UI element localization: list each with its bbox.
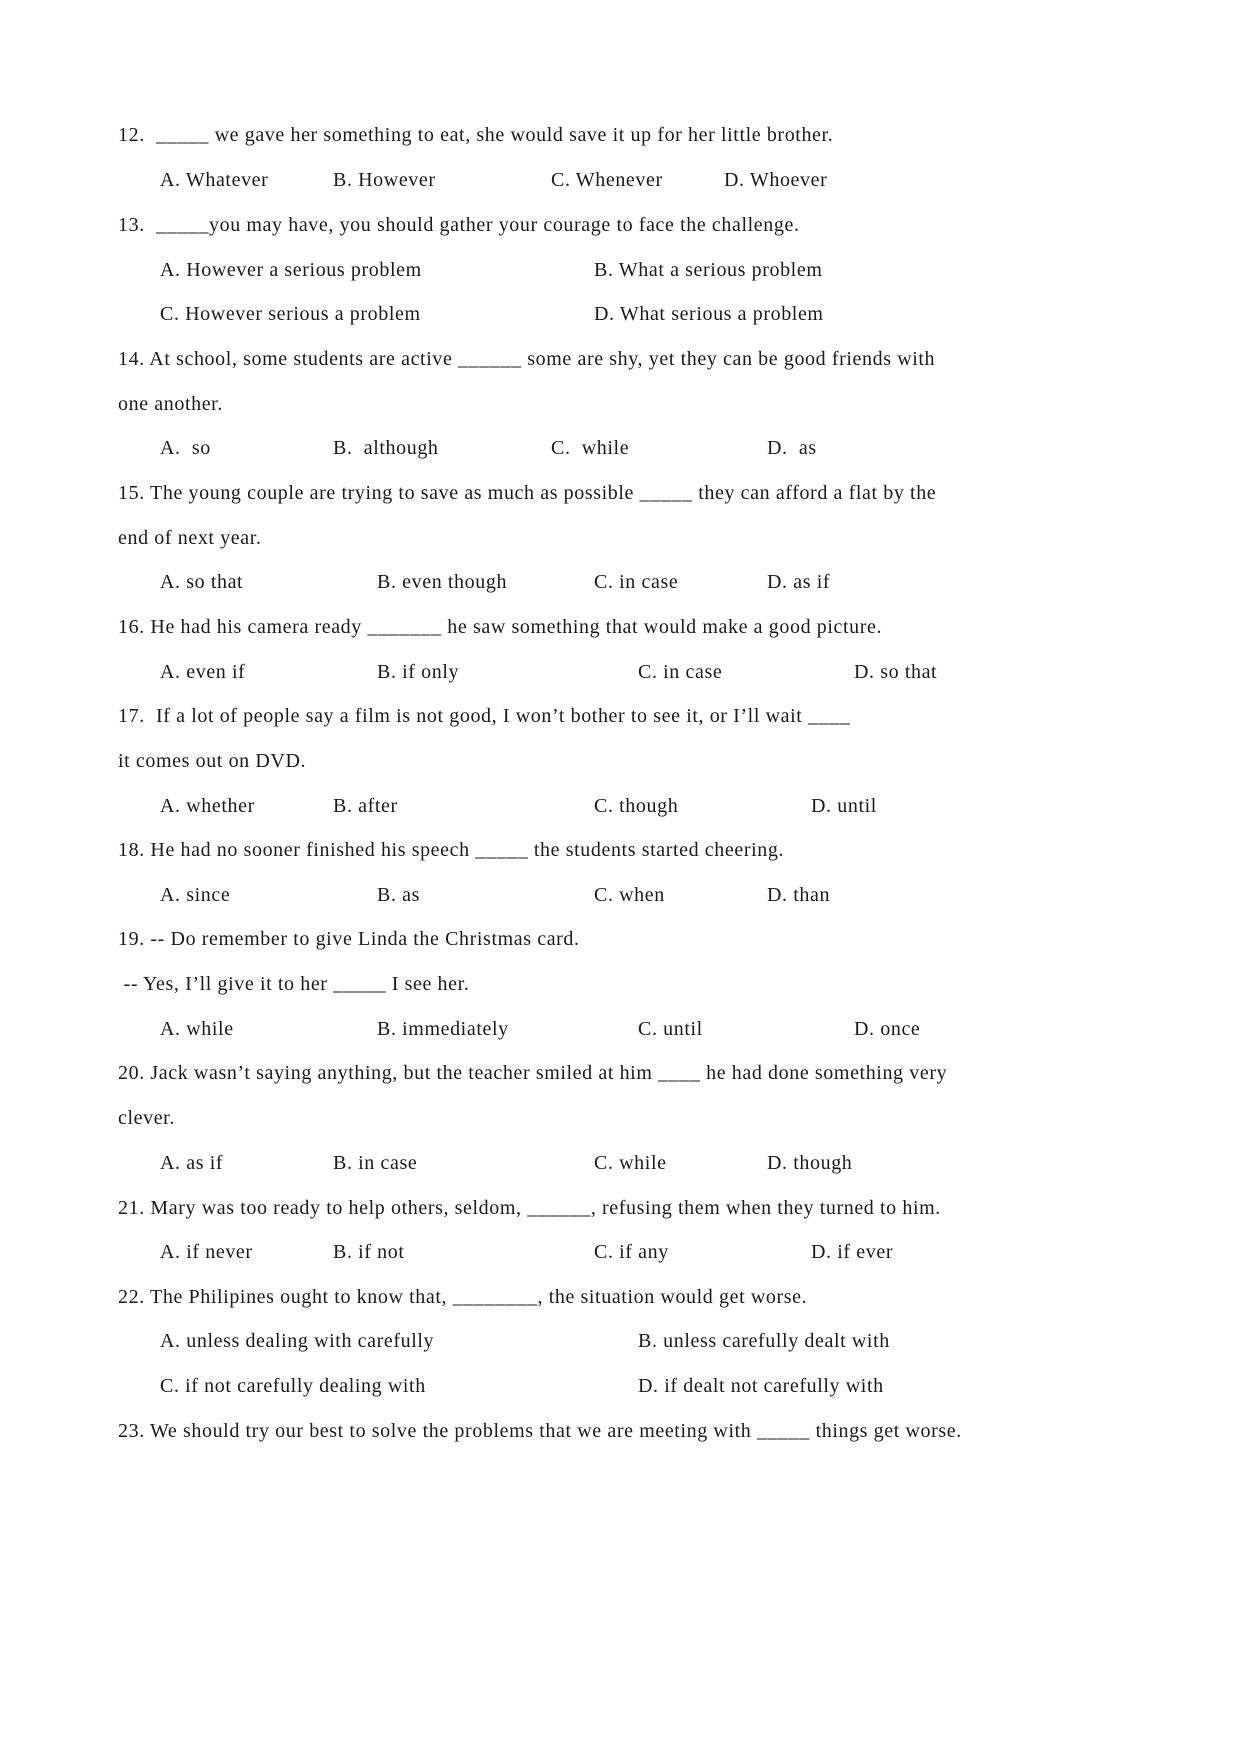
question-23-stem: 23. We should try our best to solve the problems that we are meeting with _____ things get worse. (118, 1420, 962, 1442)
question-14-option-b: B. although (333, 437, 439, 459)
question-15-stem-continued: end of next year. (118, 527, 262, 549)
question-16-stem: 16. He had his camera ready _______ he saw something that would make a good picture. (118, 616, 883, 638)
question-14-option-a: A. so (160, 437, 211, 459)
question-21-option-c: C. if any (594, 1241, 669, 1263)
question-18-option-c: C. when (594, 884, 665, 906)
question-20-stem: 20. Jack wasn’t saying anything, but the teacher smiled at him ____ he had done something very (118, 1062, 948, 1084)
question-12-stem: 12. _____ we gave her something to eat, she would save it up for her little brother. (118, 124, 834, 146)
question-17-option-a: A. whether (160, 795, 255, 817)
question-19-option-d: D. once (854, 1018, 921, 1040)
question-20-stem-continued: clever. (118, 1107, 175, 1129)
question-16-option-c: C. in case (638, 661, 723, 683)
question-17-option-b: B. after (333, 795, 398, 817)
question-20-option-a: A. as if (160, 1152, 224, 1174)
question-22-stem: 22. The Philipines ought to know that, ________, the situation would get worse. (118, 1286, 808, 1308)
question-14-option-c: C. while (551, 437, 630, 459)
question-18-stem: 18. He had no sooner finished his speech _____ the students started cheering. (118, 839, 785, 861)
question-14-stem: 14. At school, some students are active ______ some are shy, yet they can be good friends with (118, 348, 936, 370)
question-22-option-a: A. unless dealing with carefully (160, 1330, 435, 1352)
question-22-option-d: D. if dealt not carefully with (638, 1375, 884, 1397)
question-15-option-c: C. in case (594, 571, 679, 593)
question-18-option-b: B. as (377, 884, 420, 906)
question-12-option-b: B. However (333, 169, 436, 191)
question-20-option-b: B. in case (333, 1152, 418, 1174)
question-21-option-b: B. if not (333, 1241, 405, 1263)
question-12-option-a: A. Whatever (160, 169, 269, 191)
question-13-option-a: A. However a serious problem (160, 259, 422, 281)
question-17-option-c: C. though (594, 795, 679, 817)
question-17-stem-continued: it comes out on DVD. (118, 750, 307, 772)
question-20-option-c: C. while (594, 1152, 667, 1174)
question-19-option-c: C. until (638, 1018, 703, 1040)
question-16-option-a: A. even if (160, 661, 246, 683)
question-21-option-a: A. if never (160, 1241, 253, 1263)
question-22-option-c: C. if not carefully dealing with (160, 1375, 426, 1397)
question-15-stem: 15. The young couple are trying to save as much as possible _____ they can afford a flat by the (118, 482, 937, 504)
question-20-option-d: D. though (767, 1152, 853, 1174)
question-17-option-d: D. until (811, 795, 877, 817)
question-15-option-d: D. as if (767, 571, 831, 593)
question-19-option-b: B. immediately (377, 1018, 509, 1040)
question-14-option-d: D. as (767, 437, 817, 459)
question-21-option-d: D. if ever (811, 1241, 894, 1263)
question-15-option-a: A. so that (160, 571, 244, 593)
question-13-option-b: B. What a serious problem (594, 259, 823, 281)
question-19-stem-continued: -- Yes, I’ll give it to her _____ I see her. (118, 973, 470, 995)
question-21-stem: 21. Mary was too ready to help others, seldom, ______, refusing them when they turned to him. (118, 1197, 941, 1219)
question-15-option-b: B. even though (377, 571, 508, 593)
question-14-stem-continued: one another. (118, 393, 223, 415)
question-19-option-a: A. while (160, 1018, 234, 1040)
question-13-option-c: C. However serious a problem (160, 303, 421, 325)
question-19-stem: 19. -- Do remember to give Linda the Christmas card. (118, 928, 580, 950)
question-12-option-d: D. Whoever (724, 169, 828, 191)
question-12-option-c: C. Whenever (551, 169, 663, 191)
question-22-option-b: B. unless carefully dealt with (638, 1330, 890, 1352)
question-13-option-d: D. What serious a problem (594, 303, 824, 325)
question-16-option-d: D. so that (854, 661, 938, 683)
question-18-option-d: D. than (767, 884, 831, 906)
question-13-stem: 13. _____you may have, you should gather your courage to face the challenge. (118, 214, 800, 236)
question-16-option-b: B. if only (377, 661, 460, 683)
question-18-option-a: A. since (160, 884, 231, 906)
question-17-stem: 17. If a lot of people say a film is not good, I won’t bother to see it, or I’ll wait ____ (118, 705, 851, 727)
